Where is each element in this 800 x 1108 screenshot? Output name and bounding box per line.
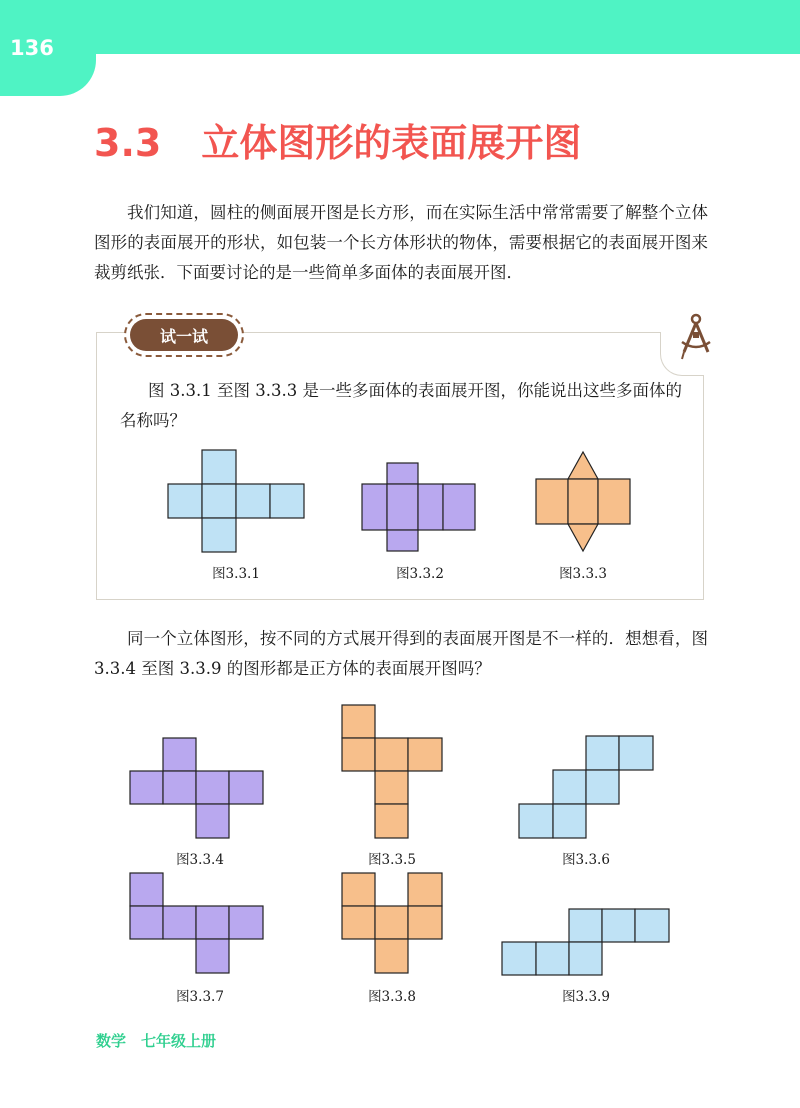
second-paragraph: 同一个立体图形，按不同的方式展开得到的表面展开图是不一样的．想想看，图 3.3.4 至图 3.3.9 的图形都是正方体的表面展开图吗？	[94, 629, 708, 678]
compass-icon	[674, 312, 718, 362]
net-faces	[519, 736, 653, 838]
activity-badge-fill	[130, 319, 238, 351]
figure-3-3-8-net	[342, 873, 442, 973]
figure-caption: 图3.3.3	[559, 566, 607, 582]
net-faces	[536, 452, 630, 551]
top-color-band	[0, 0, 800, 54]
section-number: 3.3	[94, 121, 162, 165]
figure-3-3-7-net	[130, 873, 263, 973]
figure-caption: 图3.3.5	[368, 852, 416, 868]
net-faces	[342, 873, 442, 973]
activity-badge	[124, 313, 244, 357]
figure-caption: 图3.3.8	[368, 989, 416, 1005]
intro-paragraph: 我们知道，圆柱的侧面展开图是长方形，而在实际生活中常常需要了解整个立体图形的表面展开的形状，如包装一个长方体形状的物体，需要根据它的表面展开图来裁剪纸张．下面要讨论的是一些简单多面体的表面展开图．	[94, 203, 708, 282]
net-faces	[362, 463, 475, 551]
figure-3-3-3-net	[536, 452, 630, 551]
figure-3-3-2-net	[362, 463, 475, 551]
figure-caption: 图3.3.6	[562, 852, 610, 868]
figure-3-3-5-net	[342, 705, 442, 838]
figure-caption: 图3.3.2	[396, 566, 444, 582]
figure-3-3-9-net	[502, 909, 669, 975]
net-faces	[130, 738, 263, 838]
page-number: 136	[10, 36, 54, 60]
activity-badge-label: 试一试	[159, 326, 208, 346]
figure-caption: 图3.3.4	[176, 852, 224, 868]
net-faces	[342, 705, 442, 838]
footer-book-title: 数学 七年级上册	[96, 1032, 217, 1050]
figure-3-3-6-net	[519, 736, 653, 838]
figure-caption: 图3.3.1	[212, 566, 260, 582]
section-title	[94, 112, 581, 167]
figure-3-3-4-net	[130, 738, 263, 838]
figure-caption: 图3.3.7	[176, 989, 224, 1005]
section-title-text: 立体图形的表面展开图	[201, 121, 582, 165]
figure-caption: 图3.3.9	[562, 989, 610, 1005]
figure-3-3-1-net	[168, 450, 304, 552]
net-faces	[130, 873, 263, 973]
net-faces	[168, 450, 304, 552]
page-number-tab	[0, 0, 96, 96]
activity-prompt: 图 3.3.1 至图 3.3.3 是一些多面体的表面展开图，你能说出这些多面体的名称吗？	[120, 381, 682, 430]
net-faces	[502, 909, 669, 975]
